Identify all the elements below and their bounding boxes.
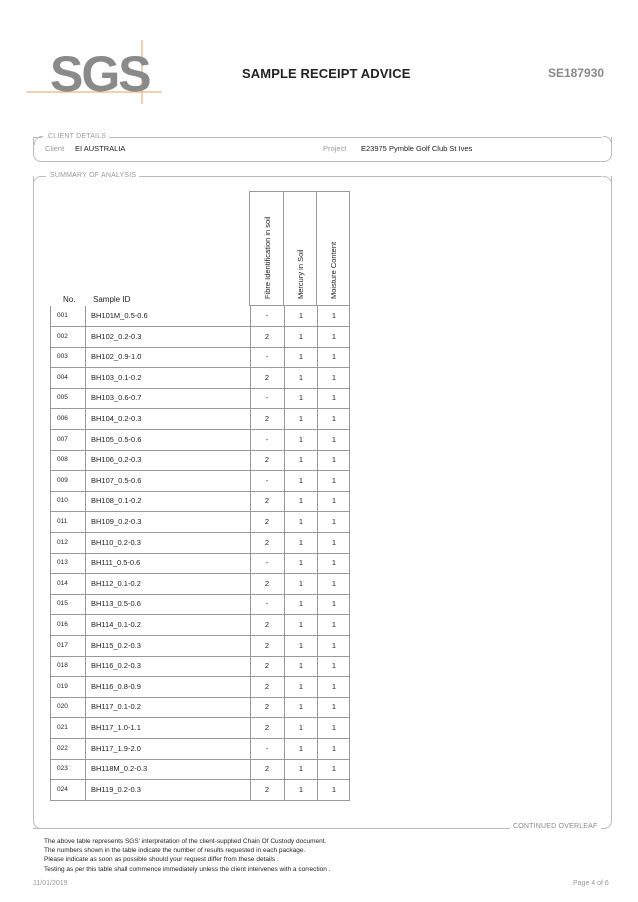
cell-mercury: 1: [298, 537, 304, 547]
table-row: [50, 697, 350, 718]
cell-mercury: 1: [298, 578, 304, 588]
table-row: [50, 677, 350, 698]
col-header-moisture: [316, 191, 350, 306]
cell-sample-id: BH104_0.2-0.3: [91, 414, 142, 423]
cell-sample-id: BH112_0.1-0.2: [91, 578, 141, 588]
cell-no: 022: [57, 744, 68, 752]
cell-moisture: 1: [331, 784, 337, 794]
cell-sample-id: BH117_0.1-0.2: [91, 702, 141, 712]
cell-no: 019: [57, 682, 68, 690]
cell-mercury: 1: [298, 372, 304, 382]
cell-sample-id: BH117_1.0-1.1: [91, 723, 141, 732]
table-row: [50, 491, 350, 512]
cell-mercury: 1: [298, 311, 304, 320]
cell-fibre: -: [265, 599, 269, 609]
table-row: [50, 656, 350, 677]
cell-fibre: 2: [264, 764, 270, 774]
cell-sample-id: BH105_0.5-0.6: [91, 434, 142, 444]
cell-mercury: 1: [298, 393, 304, 403]
cell-moisture: 1: [331, 455, 337, 465]
cell-mercury: 1: [298, 434, 304, 444]
cell-no: 024: [57, 785, 68, 793]
cell-no: 018: [57, 662, 68, 670]
cell-mercury: 1: [298, 764, 304, 774]
cell-moisture: 1: [331, 496, 337, 506]
cell-fibre: -: [265, 475, 269, 485]
cell-fibre: 2: [264, 702, 270, 712]
cell-no: 004: [57, 373, 68, 381]
cell-moisture: 1: [331, 352, 337, 362]
table-row: [50, 347, 350, 368]
cell-no: 009: [57, 476, 68, 484]
cell-no: 020: [57, 703, 68, 711]
cell-sample-id: BH110_0.2-0.3: [91, 537, 141, 547]
table-row: [50, 594, 350, 615]
cell-sample-id: BH111_0.5-0.6: [91, 558, 141, 568]
cell-sample-id: BH109_0.2-0.3: [91, 517, 142, 526]
cell-fibre: -: [265, 434, 269, 444]
table-row: [50, 574, 350, 595]
table-row: [50, 739, 350, 760]
cell-moisture: 1: [331, 475, 337, 485]
cell-sample-id: BH115_0.2-0.3: [91, 640, 141, 650]
col-header-fibre-label: Fibre Identification in soil: [262, 216, 272, 299]
cell-sample-id: BH102_0.9-1.0: [91, 352, 142, 362]
summary-legend: SUMMARY OF ANALYSIS: [47, 172, 139, 179]
cell-mercury: 1: [298, 475, 304, 485]
cell-fibre: 2: [264, 414, 270, 423]
cell-moisture: 1: [331, 599, 337, 609]
client-label: Client: [45, 144, 65, 153]
col-header-sample-id: Sample ID: [93, 295, 131, 304]
cell-fibre: 2: [264, 455, 270, 465]
cell-fibre: 2: [264, 681, 270, 691]
cell-fibre: 2: [264, 578, 270, 588]
table-row: [50, 636, 350, 657]
continued-overleaf: CONTINUED OVERLEAF: [510, 823, 601, 830]
cell-no: 017: [57, 641, 68, 649]
cell-moisture: 1: [331, 414, 337, 423]
cell-mercury: 1: [298, 681, 304, 691]
cell-moisture: 1: [331, 743, 337, 753]
cell-no: 015: [57, 600, 68, 608]
cell-moisture: 1: [331, 661, 337, 671]
table-row: [50, 409, 350, 430]
cell-moisture: 1: [331, 620, 337, 629]
table-row: [50, 450, 350, 471]
cell-mercury: 1: [298, 743, 304, 753]
cell-fibre: 2: [264, 620, 270, 629]
logo-text: SGS: [50, 46, 150, 102]
footer-date: 11/01/2019: [33, 880, 68, 887]
cell-sample-id: BH106_0.2-0.3: [91, 455, 142, 465]
cell-moisture: 1: [331, 311, 337, 320]
cell-fibre: -: [265, 352, 269, 362]
footnote-line: The above table represents SGS' interpretation of the client-supplied Chain Of Custody document.: [44, 838, 327, 845]
project-label: Project: [323, 144, 347, 153]
cell-mercury: 1: [298, 640, 304, 650]
cell-no: 016: [57, 621, 68, 628]
cell-fibre: 2: [264, 784, 270, 794]
project-value: E23975 Pymble Golf Club St Ives: [361, 144, 473, 153]
cell-no: 012: [57, 538, 68, 546]
cell-moisture: 1: [331, 723, 337, 732]
footnote-line: Please indicate as soon as possible should your request differ from these details .: [44, 856, 279, 864]
col-header-mercury-label: Mercury in Soil: [296, 249, 305, 299]
cell-mercury: 1: [298, 517, 304, 526]
cell-mercury: 1: [298, 784, 304, 794]
table-row: [50, 306, 350, 327]
cell-sample-id: BH114_0.1-0.2: [91, 620, 141, 629]
footnote-line: The numbers shown in the table indicate the number of results requested in each package.: [44, 847, 306, 855]
cell-sample-id: BH119_0.2-0.3: [91, 784, 141, 794]
cell-no: 007: [57, 435, 68, 443]
table-row: [50, 327, 350, 348]
table-row: [50, 553, 350, 574]
cell-moisture: 1: [331, 578, 337, 588]
cell-mercury: 1: [298, 558, 304, 568]
cell-sample-id: BH108_0.1-0.2: [91, 496, 142, 506]
table-row: [50, 471, 350, 492]
cell-mercury: 1: [298, 352, 304, 362]
footnote-line: Testing as per this table shall commence immediately unless the client intervenes with a correction .: [44, 865, 331, 873]
cell-no: 021: [57, 724, 68, 731]
cell-fibre: 2: [264, 331, 270, 341]
cell-fibre: 2: [264, 517, 270, 526]
cell-mercury: 1: [298, 723, 304, 732]
table-row: [50, 430, 350, 451]
cell-moisture: 1: [331, 558, 337, 568]
cell-sample-id: BH102_0.2-0.3: [91, 331, 142, 341]
cell-sample-id: BH103_0.1-0.2: [91, 372, 142, 382]
cell-sample-id: BH101M_0.5-0.6: [91, 311, 148, 320]
cell-sample-id: BH116_0.2-0.3: [91, 661, 141, 671]
cell-moisture: 1: [331, 702, 337, 712]
cell-no: 013: [57, 559, 68, 567]
cell-moisture: 1: [331, 640, 337, 650]
cell-no: 002: [57, 332, 68, 340]
table-row: [50, 718, 350, 739]
cell-no: 014: [57, 579, 68, 587]
table-row: [50, 388, 350, 409]
page-title: SAMPLE RECEIPT ADVICE: [242, 66, 411, 81]
cell-mercury: 1: [298, 455, 304, 465]
table-row: [50, 368, 350, 389]
cell-no: 010: [57, 497, 68, 505]
cell-sample-id: BH117_1.9-2.0: [91, 743, 141, 753]
cell-mercury: 1: [298, 620, 304, 629]
cell-moisture: 1: [331, 537, 337, 547]
cell-sample-id: BH118M_0.2-0.3: [91, 764, 148, 774]
cell-mercury: 1: [298, 702, 304, 712]
cell-fibre: 2: [264, 537, 270, 547]
cell-no: 006: [57, 415, 68, 422]
cell-sample-id: BH103_0.6-0.7: [91, 393, 142, 403]
col-header-fibre: [249, 191, 284, 306]
table-row: [50, 780, 350, 801]
cell-sample-id: BH107_0.5-0.6: [91, 475, 142, 485]
cell-no: 005: [57, 394, 68, 402]
report-code: SE187930: [548, 66, 605, 80]
table-row: [50, 512, 350, 533]
cell-no: 008: [57, 456, 68, 464]
cell-fibre: 2: [264, 496, 270, 506]
cell-mercury: 1: [298, 599, 304, 609]
cell-fibre: 2: [264, 723, 270, 732]
cell-moisture: 1: [331, 764, 337, 774]
cell-no: 023: [57, 765, 68, 773]
cell-mercury: 1: [298, 496, 304, 506]
cell-no: 011: [57, 518, 68, 525]
cell-fibre: -: [265, 743, 269, 753]
cell-fibre: 2: [264, 640, 270, 650]
col-header-mercury: [283, 191, 317, 306]
cell-fibre: -: [265, 311, 269, 320]
cell-fibre: -: [265, 393, 269, 403]
cell-moisture: 1: [331, 372, 337, 382]
cell-moisture: 1: [331, 331, 337, 341]
cell-mercury: 1: [298, 331, 304, 341]
cell-moisture: 1: [331, 517, 337, 526]
cell-no: 001: [57, 312, 68, 319]
client-value: EI AUSTRALIA: [75, 144, 126, 153]
cell-moisture: 1: [331, 434, 337, 444]
table-row: [50, 615, 350, 636]
col-header-no: No.: [63, 295, 76, 304]
cell-fibre: 2: [264, 372, 270, 382]
cell-no: 003: [57, 353, 68, 361]
cell-mercury: 1: [298, 414, 304, 423]
cell-moisture: 1: [331, 681, 337, 691]
cell-sample-id: BH116_0.8-0.9: [91, 681, 141, 691]
table-row: [50, 533, 350, 554]
cell-sample-id: BH113_0.5-0.6: [91, 599, 141, 609]
client-details-legend: CLIENT DETAILS: [45, 133, 109, 140]
cell-fibre: -: [265, 558, 269, 568]
table-row: [50, 759, 350, 780]
footnotes: [44, 837, 331, 874]
col-header-moisture-label: Moisture Content: [329, 241, 338, 299]
sgs-logo: [26, 40, 162, 104]
cell-mercury: 1: [298, 661, 304, 671]
footer-page: Page 4 of 6: [573, 880, 609, 887]
cell-moisture: 1: [331, 393, 337, 403]
cell-fibre: 2: [264, 661, 270, 671]
